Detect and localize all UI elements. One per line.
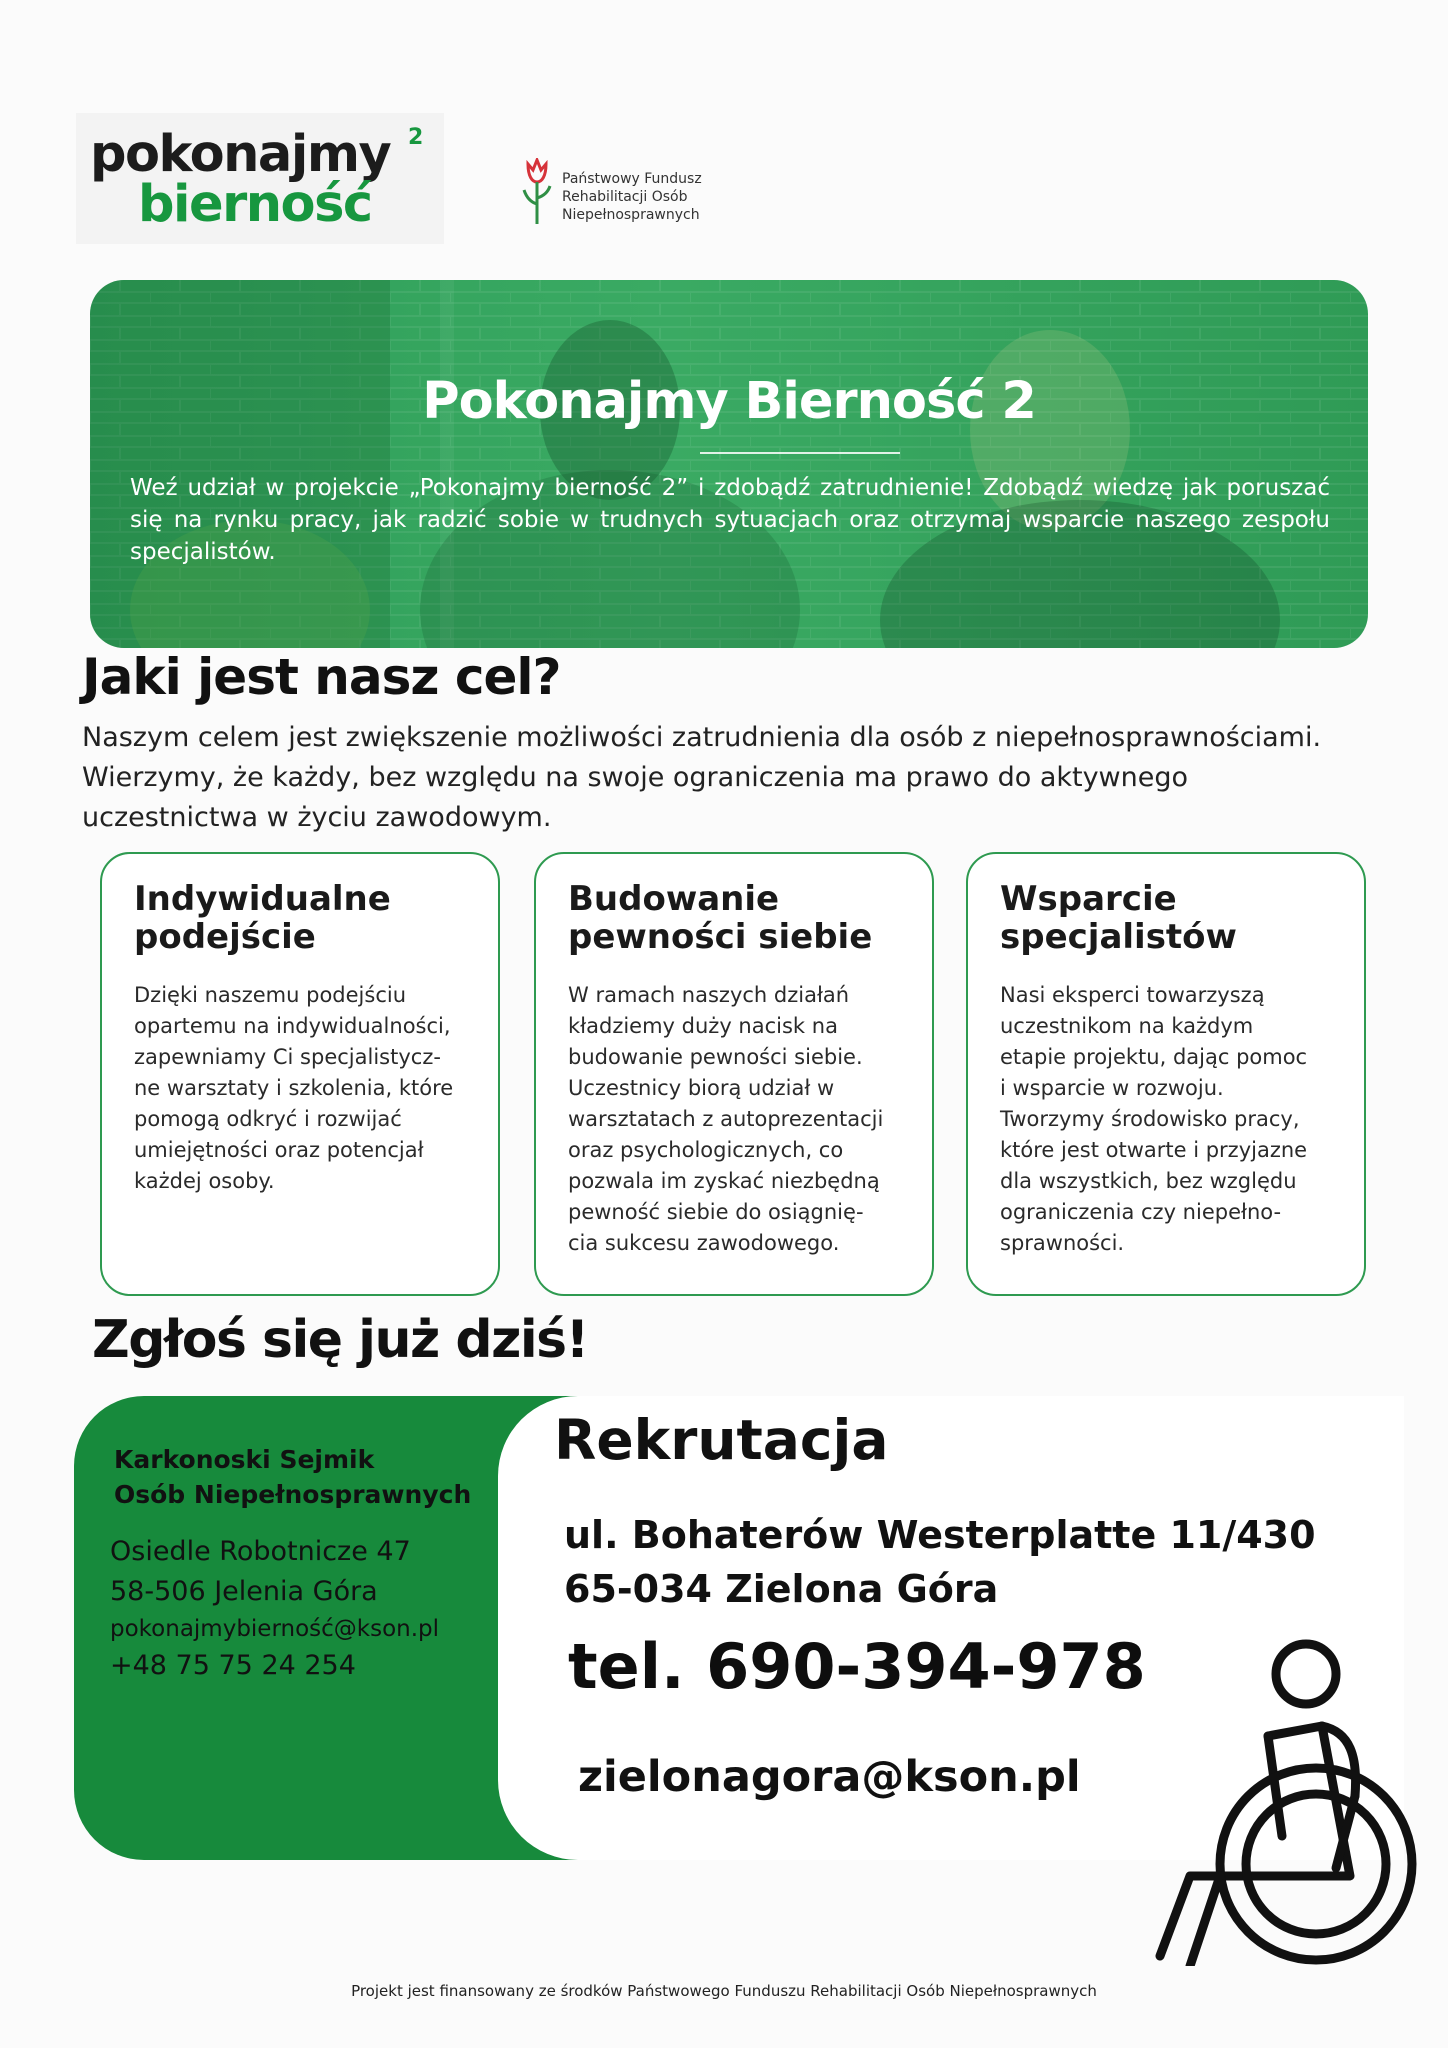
card-text-line: opartemu na indywidualności,: [134, 1014, 451, 1038]
hero-divider: [700, 452, 900, 454]
card-text-line: ograniczenia czy niepełno-: [1000, 1200, 1282, 1224]
card-text-line: uczestnikom na każdym: [1000, 1014, 1254, 1038]
organization-street: Osiedle Robotnicze 47: [110, 1536, 411, 1567]
card-text-line: dla wszystkich, bez względu: [1000, 1169, 1297, 1193]
card-title-line: Budowanie: [568, 879, 780, 919]
logo-line-2: bierność: [138, 175, 372, 234]
card-title-line: Wsparcie: [1000, 879, 1177, 919]
tulip-icon: [520, 158, 554, 228]
card-individual-approach: [100, 852, 500, 1296]
card-title-line: specjalistów: [1000, 917, 1237, 957]
recruitment-title: Rekrutacja: [554, 1408, 889, 1472]
organization-city: 58-506 Jelenia Góra: [110, 1576, 378, 1607]
organization-phone[interactable]: +48 75 75 24 254: [110, 1650, 356, 1681]
recruitment-address-line: ul. Bohaterów Westerplatte 11/430: [564, 1513, 1316, 1557]
goal-description: Naszym celem jest zwiększenie możliwości zatrudnienia dla osób z niepełnosprawnościami. Wierzymy, że każdy, bez względu na swoje ograniczenia ma prawo do aktywnego uczestnictwa w życiu zawodowym.: [82, 722, 1322, 833]
recruitment-phone[interactable]: tel. 690-394-978: [568, 1630, 1146, 1703]
card-text: [568, 980, 918, 1259]
card-text-line: i wsparcie w rozwoju.: [1000, 1076, 1224, 1100]
hero-banner: [90, 280, 1368, 648]
card-text-line: etapie projektu, dając pomoc: [1000, 1045, 1308, 1069]
card-text-line: cia sukcesu zawodowego.: [568, 1231, 840, 1255]
card-text-line: Tworzymy środowisko pracy,: [1000, 1107, 1300, 1131]
card-title: [568, 880, 918, 956]
card-text: [134, 980, 484, 1197]
card-text-line: sprawności.: [1000, 1231, 1125, 1255]
card-text-line: oraz psychologicznych, co: [568, 1138, 844, 1162]
organization-name: [114, 1442, 494, 1512]
card-text-line: pomogą odkryć i rozwijać: [134, 1107, 402, 1131]
logo-superscript: 2: [408, 125, 424, 150]
hero-photo: [90, 280, 1368, 648]
card-text-line: pozwala im zyskać niezbędną: [568, 1169, 880, 1193]
goal-heading: Jaki jest nasz cel?: [82, 648, 561, 706]
card-title: [1000, 880, 1350, 956]
card-title-line: podejście: [134, 917, 316, 957]
card-text-line: budowanie pewności siebie.: [568, 1045, 863, 1069]
card-text-line: kładziemy duży nacisk na: [568, 1014, 838, 1038]
logo-line-1: pokonajmy: [90, 125, 391, 184]
organization-contact: [110, 1532, 490, 1686]
card-text-line: Dzięki naszemu podejściu: [134, 983, 407, 1007]
card-text-line: zapewniamy Ci specjalistycz-: [134, 1045, 441, 1069]
card-title-line: Indywidualne: [134, 879, 391, 919]
pokonajmy-biernosc-logo: [76, 113, 444, 244]
card-text: [1000, 980, 1350, 1259]
card-text-line: Uczestnicy biorą udział w: [568, 1076, 835, 1100]
hero-title: Pokonajmy Bierność 2: [422, 372, 1036, 431]
pfron-name: [562, 170, 702, 224]
recruitment-address: [564, 1508, 1316, 1616]
card-text-line: które jest otwarte i przyjazne: [1000, 1138, 1308, 1162]
pfron-logo: [520, 158, 740, 228]
organization-email[interactable]: pokonajmybierność@kson.pl: [110, 1616, 440, 1642]
apply-heading: Zgłoś się już dziś!: [92, 1310, 588, 1370]
hero-description: Weź udział w projekcie „Pokonajmy bierność 2” i zdobądź zatrudnienie! Zdobądź wiedzę jak poruszać się na rynku pracy, jak radzić sobie w trudnych sytuacjach oraz otrzymaj wsparcie naszego zespołu specjalistów.: [130, 475, 1330, 565]
recruitment-address-line: 65-034 Zielona Góra: [564, 1567, 999, 1611]
card-text-line: ne warsztaty i szkolenia, które: [134, 1076, 454, 1100]
card-text-line: każdej osoby.: [134, 1169, 275, 1193]
card-text-line: Nasi eksperci towarzyszą: [1000, 983, 1265, 1007]
organization-name-line: Osób Niepełnosprawnych: [114, 1480, 472, 1509]
card-title: [134, 880, 484, 956]
wheelchair-icon: [1150, 1636, 1420, 1966]
card-text-line: pewność siebie do osiągnię-: [568, 1200, 864, 1224]
card-text-line: W ramach naszych działań: [568, 983, 850, 1007]
card-building-confidence: [534, 852, 934, 1296]
funding-note: Projekt jest finansowany ze środków Państwowego Funduszu Rehabilitacji Osób Niepełnosprawnych: [351, 1982, 1097, 2000]
card-text-line: umiejętności oraz potencjał: [134, 1138, 424, 1162]
organization-name-line: Karkonoski Sejmik: [114, 1445, 375, 1474]
card-title-line: pewności siebie: [568, 917, 873, 957]
card-text-line: warsztatach z autoprezentacji: [568, 1107, 884, 1131]
recruitment-email[interactable]: zielonagora@kson.pl: [578, 1752, 1081, 1802]
pfron-line: Państwowy Fundusz: [562, 171, 702, 187]
pfron-line: Rehabilitacji Osób: [562, 189, 688, 205]
card-specialist-support: [966, 852, 1366, 1296]
pfron-line: Niepełnosprawnych: [562, 207, 700, 223]
